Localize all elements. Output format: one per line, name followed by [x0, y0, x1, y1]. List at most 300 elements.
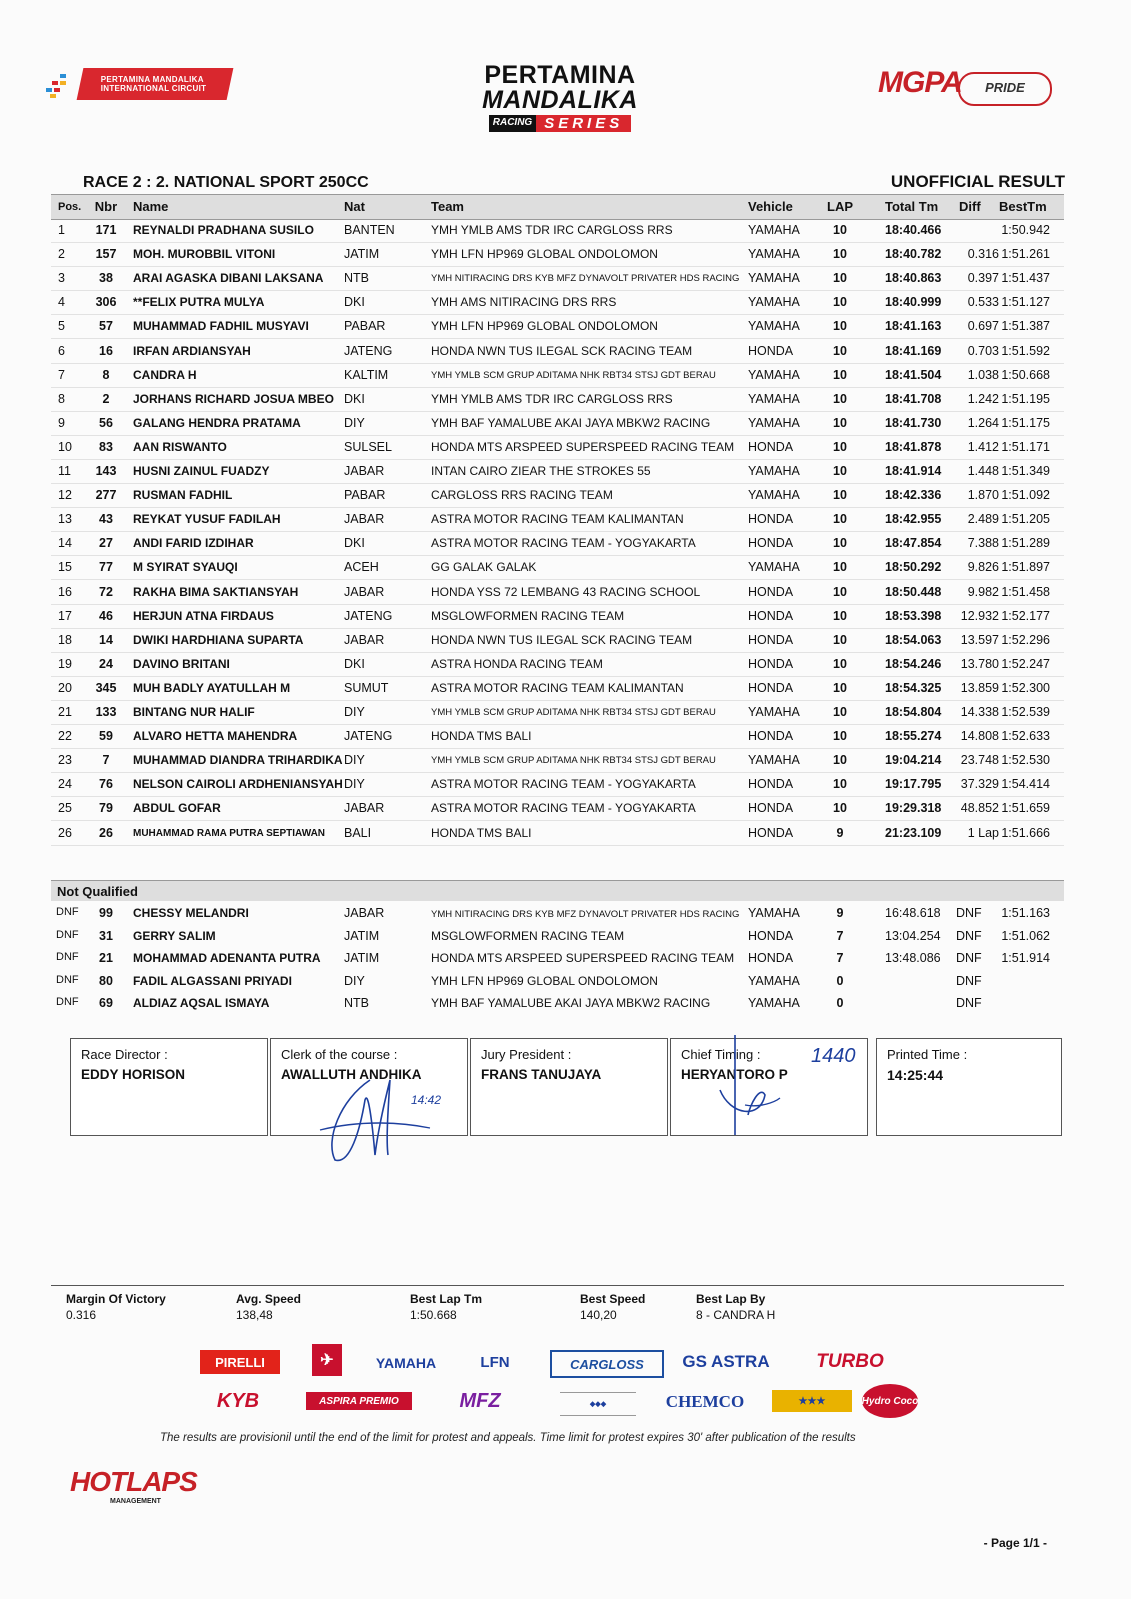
total-time-cell: 18:54.325: [885, 680, 942, 695]
diff-cell: 9.982: [967, 584, 999, 599]
rider-name-cell: ALDIAZ AQSAL ISMAYA: [133, 996, 270, 1011]
pos-cell: 21: [58, 705, 72, 719]
rider-name-cell: GERRY SALIM: [133, 928, 216, 943]
lap-cell: 10: [833, 464, 847, 478]
team-cell: YMH YMLB SCM GRUP ADITAMA NHK RBT34 STSJ GDT BERAU: [431, 707, 716, 718]
best-speed-label: Best Speed: [580, 1292, 646, 1306]
col-nat: Nat: [344, 199, 365, 214]
not-qualified-row: [51, 925, 1064, 947]
result-row: [51, 821, 1064, 846]
pos-cell: 10: [58, 439, 72, 454]
race-director-name: EDDY HORISON: [81, 1067, 186, 1082]
avg-speed-label: Avg. Speed: [236, 1292, 301, 1306]
nat-cell: JABAR: [344, 906, 385, 920]
team-cell: ASTRA MOTOR RACING TEAM - YOGYAKARTA: [431, 801, 696, 816]
total-time-cell: 18:41.878: [885, 439, 942, 454]
rider-name-cell: M SYIRAT SYAUQI: [133, 560, 238, 575]
rider-name-cell: ALVARO HETTA MAHENDRA: [133, 729, 298, 744]
nat-cell: JABAR: [344, 584, 385, 599]
page-number: - Page 1/1 -: [983, 1536, 1047, 1550]
best-lap-by: [696, 1292, 775, 1322]
nat-cell: JATIM: [344, 951, 380, 966]
nat-cell: BALI: [344, 825, 372, 840]
diff-cell: 37.329: [960, 777, 999, 792]
best-time-cell: 1:51.062: [1001, 928, 1050, 943]
hotlaps-wordmark: HOTLAPS: [70, 1466, 197, 1497]
best-lap-value: 1:50.668: [410, 1308, 457, 1322]
lap-cell: 10: [833, 295, 847, 310]
gs-astra-logo: GS ASTRA: [682, 1352, 770, 1371]
diff-cell: 0.533: [967, 295, 999, 310]
rider-name-cell: REYNALDI PRADHANA SUSILO: [133, 223, 314, 237]
vehicle-cell: YAMAHA: [748, 906, 800, 920]
best-time-cell: 1:51.897: [1001, 560, 1050, 575]
pos-cell: 4: [58, 295, 65, 310]
vehicle-cell: HONDA: [748, 825, 794, 840]
rider-name-cell: REYKAT YUSUF FADILAH: [133, 512, 281, 527]
result-row: [51, 676, 1064, 701]
pos-cell: 19: [58, 656, 72, 671]
number-cell: 277: [95, 488, 117, 503]
lap-cell: 10: [833, 343, 847, 358]
number-cell: 24: [99, 656, 113, 671]
lap-cell: 10: [833, 319, 847, 334]
aspira-logo: ASPIRA PREMIO: [306, 1392, 412, 1410]
best-time-cell: 1:52.296: [1001, 632, 1050, 647]
margin-label: Margin Of Victory: [66, 1292, 166, 1306]
best-time-cell: 1:51.289: [1001, 536, 1050, 551]
number-cell: 7: [102, 753, 110, 768]
total-time-cell: 13:48.086: [885, 951, 941, 966]
number-cell: 69: [99, 996, 113, 1011]
team-cell: YMH BAF YAMALUBE AKAI JAYA MBKW2 RACING: [431, 415, 711, 430]
diff-cell: 23.748: [960, 753, 999, 768]
result-row: [51, 218, 1064, 243]
vehicle-cell: YAMAHA: [748, 319, 800, 334]
best-time-cell: 1:52.247: [1001, 656, 1050, 671]
result-row: [51, 531, 1064, 556]
nat-cell: JABAR: [344, 512, 385, 527]
best-time-cell: 1:52.177: [1001, 608, 1050, 623]
team-cell: HONDA YSS 72 LEMBANG 43 RACING SCHOOL: [431, 584, 701, 599]
rider-name-cell: RUSMAN FADHIL: [133, 488, 233, 503]
best-time-cell: 1:51.175: [1001, 415, 1050, 430]
result-row: [51, 604, 1064, 629]
result-row: [51, 796, 1064, 821]
number-cell: 14: [99, 632, 113, 647]
not-qualified-header: [51, 880, 1064, 901]
best-time-cell: 1:51.092: [1001, 488, 1050, 503]
vehicle-cell: YAMAHA: [748, 560, 800, 575]
total-time-cell: 18:55.274: [885, 729, 942, 744]
nat-cell: DKI: [344, 295, 365, 310]
col-best: BestTm: [999, 199, 1047, 214]
diff-cell: DNF: [956, 928, 982, 943]
best-time-cell: 1:50.668: [1001, 367, 1050, 382]
diff-cell: 14.808: [960, 729, 999, 744]
result-row: [51, 242, 1064, 267]
total-time-cell: 18:40.863: [885, 271, 942, 286]
result-row: [51, 628, 1064, 653]
vehicle-cell: HONDA: [748, 680, 794, 695]
team-cell: ASTRA MOTOR RACING TEAM KALIMANTAN: [431, 512, 684, 527]
vehicle-cell: YAMAHA: [748, 271, 800, 286]
pirelli-logo: PIRELLI: [200, 1350, 280, 1374]
vehicle-cell: HONDA: [748, 801, 794, 816]
pos-cell: DNF: [56, 973, 79, 986]
result-row: [51, 387, 1064, 412]
nat-cell: SUMUT: [344, 680, 389, 695]
best-time-cell: 1:50.942: [1001, 223, 1050, 237]
lap-cell: 10: [833, 271, 847, 286]
lap-cell: 0: [836, 973, 844, 988]
lap-cell: 10: [833, 729, 847, 744]
lap-cell: 10: [833, 560, 847, 575]
team-cell: YMH NITIRACING DRS KYB MFZ DYNAVOLT PRIVATER HDS RACING: [431, 273, 740, 285]
lap-cell: 10: [833, 536, 847, 551]
nat-cell: JABAR: [344, 632, 385, 647]
total-time-cell: 18:40.782: [885, 247, 942, 262]
rider-name-cell: AAN RISWANTO: [133, 439, 227, 454]
vehicle-cell: YAMAHA: [748, 223, 800, 237]
team-cell: YMH LFN HP969 GLOBAL ONDOLOMON: [431, 973, 658, 988]
printed-time: 14:25:44: [887, 1067, 944, 1083]
number-cell: 171: [95, 223, 117, 237]
pos-cell: DNF: [56, 996, 79, 1009]
diff-cell: 0.397: [967, 271, 999, 286]
lap-cell: 10: [833, 391, 847, 406]
best-time-cell: 1:52.300: [1001, 680, 1050, 695]
best-time-cell: 1:51.458: [1001, 584, 1050, 599]
mgpa-pride-logo: [858, 60, 1068, 106]
number-cell: 8: [102, 367, 110, 382]
pos-cell: 25: [58, 801, 72, 816]
best-time-cell: 1:52.539: [1001, 705, 1050, 719]
pos-cell: 8: [58, 391, 65, 406]
rider-name-cell: CANDRA H: [133, 367, 197, 382]
result-row: [51, 700, 1064, 725]
pos-cell: 22: [58, 729, 72, 744]
rider-name-cell: ARAI AGASKA DIBANI LAKSANA: [133, 271, 324, 286]
best-time-cell: 1:51.163: [1001, 906, 1050, 920]
team-cell: CARGLOSS RRS RACING TEAM: [431, 488, 613, 503]
vehicle-cell: HONDA: [748, 608, 794, 623]
nat-cell: JATIM: [344, 928, 380, 943]
vehicle-cell: YAMAHA: [748, 973, 800, 988]
diff-cell: 9.826: [967, 560, 999, 575]
vehicle-cell: HONDA: [748, 584, 794, 599]
timing-handwritten-time: 1440: [811, 1045, 856, 1067]
vehicle-cell: YAMAHA: [748, 996, 800, 1011]
total-time-cell: 18:54.063: [885, 632, 942, 647]
honda-wing-icon: ✈: [312, 1344, 342, 1376]
team-cell: HONDA TMS BALI: [431, 729, 532, 744]
lap-cell: 10: [833, 439, 847, 454]
team-cell: YMH AMS NITIRACING DRS RRS: [431, 295, 617, 310]
vehicle-cell: HONDA: [748, 536, 794, 551]
diff-cell: 14.338: [960, 705, 999, 719]
pos-cell: 1: [58, 223, 65, 237]
result-row: [51, 314, 1064, 339]
rider-name-cell: MOH. MUROBBIL VITONI: [133, 247, 276, 262]
team-cell: ASTRA MOTOR RACING TEAM - YOGYAKARTA: [431, 777, 696, 792]
number-cell: 83: [99, 439, 113, 454]
margin-of-victory: [66, 1292, 166, 1322]
number-cell: 143: [95, 464, 117, 478]
col-nbr: Nbr: [94, 199, 118, 214]
team-cell: ASTRA HONDA RACING TEAM: [431, 656, 603, 671]
best-lap-by-label: Best Lap By: [696, 1292, 766, 1306]
best-speed: [580, 1292, 645, 1322]
total-time-cell: 19:29.318: [885, 801, 942, 816]
logo-racing: RACING: [489, 115, 536, 132]
result-row: [51, 435, 1064, 460]
total-time-cell: 18:40.999: [885, 295, 942, 310]
total-time-cell: 18:42.336: [885, 488, 942, 503]
lap-cell: 0: [836, 996, 844, 1011]
diff-cell: 13.859: [960, 680, 999, 695]
lap-cell: 10: [833, 584, 847, 599]
best-time-cell: 1:52.530: [1001, 753, 1050, 768]
vehicle-cell: HONDA: [748, 777, 794, 792]
diff-cell: 0.697: [967, 319, 999, 334]
rider-name-cell: MOHAMMAD ADENANTA PUTRA: [133, 951, 321, 966]
result-row: [51, 363, 1064, 388]
vehicle-cell: YAMAHA: [748, 247, 800, 262]
pos-cell: 2: [58, 247, 65, 262]
result-row: [51, 459, 1064, 484]
lap-cell: 7: [836, 951, 844, 966]
total-time-cell: 18:42.955: [885, 512, 942, 527]
number-cell: 77: [99, 560, 113, 575]
lap-cell: 10: [833, 512, 847, 527]
lap-cell: 10: [833, 367, 847, 382]
total-time-cell: 18:40.466: [885, 223, 942, 237]
nat-cell: ACEH: [344, 560, 379, 575]
rider-name-cell: ABDUL GOFAR: [133, 801, 221, 816]
diff-cell: DNF: [956, 906, 982, 920]
pos-cell: 18: [58, 632, 72, 647]
summary-divider: [51, 1285, 1064, 1286]
race-director-label: Race Director :: [81, 1047, 168, 1062]
nat-cell: DKI: [344, 391, 365, 406]
lap-cell: 10: [833, 680, 847, 695]
jury-label: Jury President :: [481, 1047, 572, 1062]
total-time-cell: 18:41.730: [885, 415, 942, 430]
number-cell: 27: [99, 536, 113, 551]
col-lap: LAP: [827, 199, 853, 214]
mfz-logo: MFZ: [459, 1389, 501, 1412]
total-time-cell: 19:04.214: [885, 753, 942, 768]
vehicle-cell: YAMAHA: [748, 415, 800, 430]
lap-cell: 9: [836, 906, 844, 920]
best-time-cell: 1:52.633: [1001, 729, 1050, 744]
best-time-cell: 1:51.261: [1001, 247, 1050, 262]
nat-cell: JATENG: [344, 729, 393, 744]
nat-cell: PABAR: [344, 488, 386, 503]
nat-cell: DIY: [344, 973, 365, 988]
diff-cell: 13.597: [960, 632, 999, 647]
diff-cell: 1.264: [967, 415, 999, 430]
pos-cell: 13: [58, 512, 72, 527]
rider-name-cell: MUHAMMAD RAMA PUTRA SEPTIAWAN: [133, 827, 326, 839]
result-row: [51, 555, 1064, 580]
vehicle-cell: YAMAHA: [748, 367, 800, 382]
number-cell: 31: [99, 928, 113, 943]
result-status: UNOFFICIAL RESULT: [890, 172, 1065, 191]
nat-cell: DIY: [344, 705, 365, 719]
not-qualified-row: [51, 902, 1064, 924]
best-lap-by-value: 8 - CANDRA H: [696, 1308, 776, 1322]
logo-pertamina: PERTAMINA: [484, 61, 636, 89]
pos-cell: 3: [58, 271, 65, 286]
best-speed-value: 140,20: [580, 1308, 617, 1322]
nat-cell: DKI: [344, 656, 365, 671]
rider-name-cell: NELSON CAIROLI ARDHENIANSYAH: [133, 777, 343, 792]
pos-cell: 23: [58, 753, 72, 768]
nat-cell: SULSEL: [344, 439, 392, 454]
pos-cell: 14: [58, 536, 72, 551]
rider-name-cell: MUH BADLY AYATULLAH M: [133, 680, 291, 695]
number-cell: 38: [99, 271, 113, 286]
col-vehicle: Vehicle: [748, 199, 793, 214]
pos-cell: 12: [58, 488, 72, 503]
result-row: [51, 266, 1064, 291]
rider-name-cell: IRFAN ARDIANSYAH: [133, 343, 251, 358]
total-time-cell: 18:50.448: [885, 584, 942, 599]
number-cell: 57: [99, 319, 113, 334]
diff-cell: 2.489: [967, 512, 999, 527]
vehicle-cell: HONDA: [748, 439, 794, 454]
lap-cell: 10: [833, 777, 847, 792]
vehicle-cell: HONDA: [748, 656, 794, 671]
diff-cell: DNF: [956, 973, 982, 988]
printed-time-box: [876, 1038, 1062, 1136]
left-logo-text: PERTAMINA MANDALIKA INTERNATIONAL CIRCUIT: [100, 75, 207, 93]
total-time-cell: 18:54.804: [885, 705, 942, 719]
rider-name-cell: GALANG HENDRA PRATAMA: [133, 415, 301, 430]
nat-cell: JATIM: [344, 247, 380, 262]
vehicle-cell: HONDA: [748, 928, 794, 943]
number-cell: 133: [95, 705, 117, 719]
clerk-label: Clerk of the course :: [281, 1047, 398, 1062]
diff-cell: 1.870: [967, 488, 999, 503]
chemco-logo: CHEMCO: [665, 1392, 745, 1411]
team-cell: HONDA MTS ARSPEED SUPERSPEED RACING TEAM: [431, 439, 735, 454]
lap-cell: 10: [833, 223, 847, 237]
nat-cell: DIY: [344, 753, 365, 768]
not-qualified-row: [51, 947, 1064, 969]
lap-cell: 10: [833, 801, 847, 816]
best-time-cell: 1:51.659: [1001, 801, 1050, 816]
diff-cell: 1.448: [967, 464, 999, 478]
lap-cell: 10: [833, 705, 847, 719]
vehicle-cell: YAMAHA: [748, 705, 800, 719]
rider-name-cell: BINTANG NUR HALIF: [133, 705, 255, 719]
lap-cell: 10: [833, 608, 847, 623]
result-row: [51, 724, 1064, 749]
rider-name-cell: JORHANS RICHARD JOSUA MBEO: [133, 391, 334, 406]
result-row: [51, 772, 1064, 797]
printed-label: Printed Time :: [887, 1047, 968, 1062]
pos-cell: 7: [58, 367, 65, 382]
diff-cell: 13.780: [960, 656, 999, 671]
vehicle-cell: HONDA: [748, 729, 794, 744]
pos-cell: DNF: [56, 928, 79, 941]
nat-cell: PABAR: [344, 319, 386, 334]
total-time-cell: 18:50.292: [885, 560, 942, 575]
number-cell: 21: [99, 951, 113, 966]
result-row: [51, 580, 1064, 605]
rider-name-cell: HERJUN ATNA FIRDAUS: [133, 608, 274, 623]
best-time-cell: 1:51.205: [1001, 512, 1050, 527]
nat-cell: JABAR: [344, 801, 385, 816]
number-cell: 99: [99, 906, 113, 920]
diff-cell: 7.388: [967, 536, 999, 551]
number-cell: 46: [99, 608, 113, 623]
lfn-logo: LFN: [480, 1353, 510, 1371]
best-time-cell: 1:51.127: [1001, 295, 1050, 310]
best-time-cell: 1:51.171: [1001, 439, 1050, 454]
pos-cell: 17: [58, 608, 72, 623]
clerk-handwritten-time: 14:42: [411, 1093, 442, 1107]
rider-name-cell: MUHAMMAD DIANDRA TRIHARDIKA: [133, 753, 343, 768]
diff-cell: 1.038: [967, 367, 999, 382]
pos-cell: 16: [58, 584, 72, 599]
number-cell: 306: [95, 295, 117, 310]
vehicle-cell: HONDA: [748, 632, 794, 647]
hotlaps-sub: MANAGEMENT: [110, 1498, 161, 1505]
number-cell: 43: [99, 512, 113, 527]
number-cell: 59: [99, 729, 113, 744]
lap-cell: 10: [833, 753, 847, 768]
timing-name: HERYANTORO P: [681, 1067, 788, 1082]
total-time-cell: 16:48.618: [885, 906, 941, 920]
total-time-cell: 18:41.169: [885, 343, 942, 358]
pos-cell: 20: [58, 680, 72, 695]
team-cell: YMH BAF YAMALUBE AKAI JAYA MBKW2 RACING: [431, 996, 711, 1011]
pos-cell: 11: [58, 464, 71, 478]
brake-logo-icon: ◆◆◆: [560, 1392, 636, 1416]
vehicle-cell: YAMAHA: [748, 464, 800, 478]
total-time-cell: 13:04.254: [885, 928, 941, 943]
team-cell: YMH YMLB AMS TDR IRC CARGLOSS RRS: [431, 223, 673, 237]
race-title: RACE 2 : 2. NATIONAL SPORT 250CC: [83, 174, 369, 191]
team-cell: HONDA NWN TUS ILEGAL SCK RACING TEAM: [431, 632, 693, 647]
pos-cell: 5: [58, 319, 65, 334]
best-time-cell: 1:51.914: [1001, 951, 1050, 966]
clerk-box: [270, 1038, 468, 1136]
col-pos: Pos.: [58, 201, 82, 213]
best-time-cell: 1:51.387: [1001, 319, 1050, 334]
team-cell: GG GALAK GALAK: [431, 560, 537, 575]
avg-speed-value: 138,48: [236, 1308, 273, 1322]
total-time-cell: 18:41.504: [885, 367, 942, 382]
nat-cell: NTB: [344, 271, 369, 286]
rider-name-cell: MUHAMMAD FADHIL MUSYAVI: [133, 319, 309, 334]
team-cell: MSGLOWFORMEN RACING TEAM: [431, 608, 625, 623]
hotlaps-logo: [70, 1466, 210, 1510]
col-team: Team: [431, 199, 464, 214]
hydrococo-logo: Hydro Coco: [862, 1384, 918, 1418]
lap-cell: 7: [836, 928, 844, 943]
team-cell: HONDA MTS ARSPEED SUPERSPEED RACING TEAM: [431, 951, 735, 966]
not-qualified-row: [51, 970, 1064, 992]
best-time-cell: 1:51.349: [1001, 464, 1050, 478]
nat-cell: DIY: [344, 777, 365, 792]
team-cell: ASTRA MOTOR RACING TEAM KALIMANTAN: [431, 680, 684, 695]
total-time-cell: 18:53.398: [885, 608, 942, 623]
